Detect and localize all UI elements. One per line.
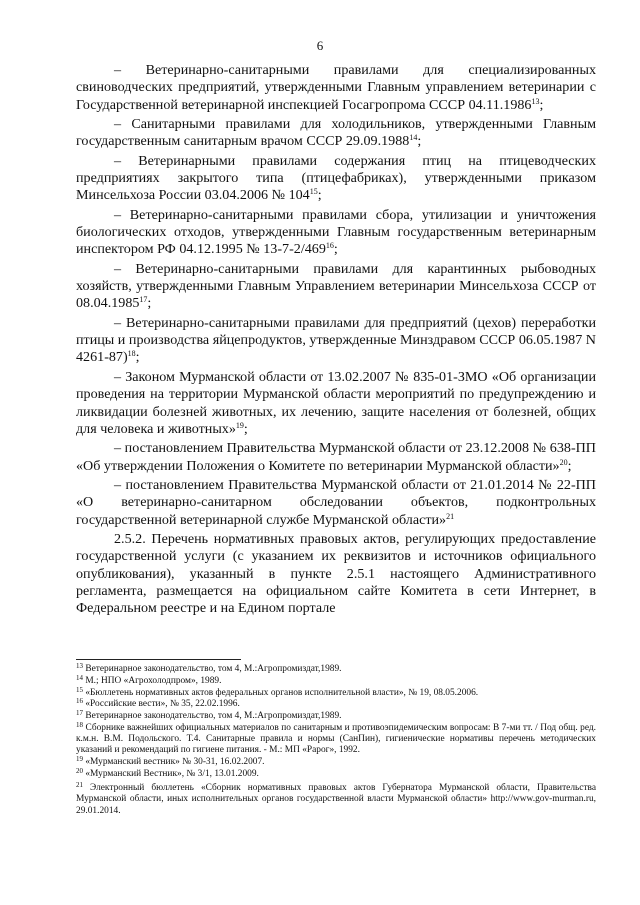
footnote-ref[interactable]: 15	[309, 187, 318, 197]
footnote-ref[interactable]: 18	[127, 349, 136, 359]
paragraph: – Ветеринарно-санитарными правилами для предприятий (цехов) переработки птицы и производства яйцепродуктов, утвержденные Минздравом СССР 06.05.1987 N 4261-87)$^{18}$;	[76, 314, 596, 366]
page-number: 6	[316, 38, 324, 53]
paragraph: – Ветеринарно-санитарными правилами для карантинных рыбоводных хозяйств, утвержденными Главным Управлением ветеринарии Минсельхоза СССР от 08.04.1985$^{17}$;	[76, 260, 596, 312]
paragraph: – постановлением Правительства Мурманской области от 23.12.2008 № 638-ПП «Об утверждении Положения о Комитете по ветеринарии Мурманской области»$^{20}$;	[76, 440, 596, 474]
footnote-ref[interactable]: 13	[531, 96, 540, 106]
footnote-ref[interactable]: 19	[235, 420, 244, 430]
footnote-number: 14	[76, 673, 83, 682]
paragraph: – Санитарными правилами для холодильников, утвержденными Главным государственным санитарным врачом СССР 29.09.1988$^{14}$;	[76, 116, 596, 150]
paragraph: – Ветеринарными правилами содержания птиц на птицеводческих предприятиях закрытого типа (птицефабриках), утвержденными приказом Минсельхоза России 03.04.2006 № $104^{15}$;	[76, 152, 596, 204]
footnotes	[76, 664, 596, 817]
paragraph: – Законом Мурманской области от 13.02.2007 № 835-01-ЗМО «Об организации проведения на территории Мурманской области мероприятий по предупреждению и ликвидации болезней животных, их лечению, защите населения от болезней, общих для человека и животных»$^{19}$;	[76, 368, 596, 437]
footnote-number: 17	[76, 709, 83, 718]
footnote-number: 16	[76, 697, 83, 706]
footnote: $^{15}$ «Бюллетень нормативных актов федеральных органов исполнительной власти», № 19, 08.05.2006.	[76, 685, 479, 698]
footnote-number: 18	[76, 720, 83, 729]
footnote: $^{16}$ «Российские вести», № 35, 22.02.1996.	[76, 697, 240, 710]
footnote: $^{20}$ «Мурманский Вестник», № 3/1, 13.01.2009.	[76, 766, 259, 779]
paragraph: 2.5.2. Перечень нормативных правовых актов, регулирующих предоставление государственной услуги (с указанием их реквизитов и источников официального опубликования), указанный в пункте 2.5.1 настоящего Административного регламента, размещается на официальном сайте Комитета в сети Интернет, в Федеральном реестре и на Едином портале	[76, 530, 596, 617]
body-text	[76, 62, 596, 620]
footnote-ref[interactable]: 16	[325, 241, 334, 251]
footnote: $^{18}$ Сборнике важнейших официальных материалов по санитарным и противоэпидемическим вопросам: В 7-ми тт. / Под общ. ред. к.м.н. В.М. Подольского. Т.4. Санитарные правила и нормы (СанПин), гигиенические нормативы перечень методических указаний и рекомендаций по гигиене питания. - М.: МП «Рарог», 1992.	[76, 720, 596, 756]
footnote-number: 19	[76, 755, 83, 764]
footnote-ref[interactable]: 20	[559, 457, 568, 467]
footnote-divider	[76, 659, 241, 660]
paragraph: – Ветеринарно-санитарными правилами сбора, утилизации и уничтожения биологических отходов, утвержденными Главным государственным ветеринарным инспектором РФ 04.12.1995 № $13-7-2/469^{16}$;	[76, 206, 596, 258]
footnote: $^{21}$ Электронный бюллетень «Сборник нормативных правовых актов Губернатора Мурманской области, Правительства Мурманской области, иных исполнительных органов государственной власти Мурманской области» http://www.gov-murman.ru, 29.01.2014.	[76, 781, 597, 816]
footnote-number: 13	[76, 662, 83, 670]
footnote: $^{17}$ Ветеринарное законодательство, том 4, М.:Агропромиздат,1989.	[76, 709, 342, 722]
footnote: $^{14}$ М.; НПО «Агрохолодпром», 1989.	[76, 673, 222, 686]
footnote-ref[interactable]: 17	[139, 295, 148, 305]
footnote-ref[interactable]: 21	[446, 511, 455, 521]
footnote-ref[interactable]: 14	[409, 133, 418, 143]
footnote-number: 21	[76, 781, 83, 790]
footnote-number: 15	[76, 685, 83, 694]
paragraph: – Ветеринарно-санитарными правилами для специализированных свиноводческих предприятий, утвержденными Главным управлением ветеринарии с Государственной ветеринарной инспекцией Госагропрома СССР 04.11.1986$^{13}$;	[76, 62, 596, 113]
paragraph: – постановлением Правительства Мурманской области от 21.01.2014 № 22-ПП «О ветеринарно-санитарном обследовании объектов, подконтрольных государственной ветеринарной службе Мурманской области»$^{21}$	[76, 476, 596, 528]
footnote-number: 20	[76, 766, 83, 775]
footnote: $^{13}$ Ветеринарное законодательство, том 4, М.:Агропромиздат,1989.	[76, 662, 342, 674]
footnote: $^{19}$ «Мурманский вестник» № 30-31, 16.02.2007.	[76, 755, 265, 768]
